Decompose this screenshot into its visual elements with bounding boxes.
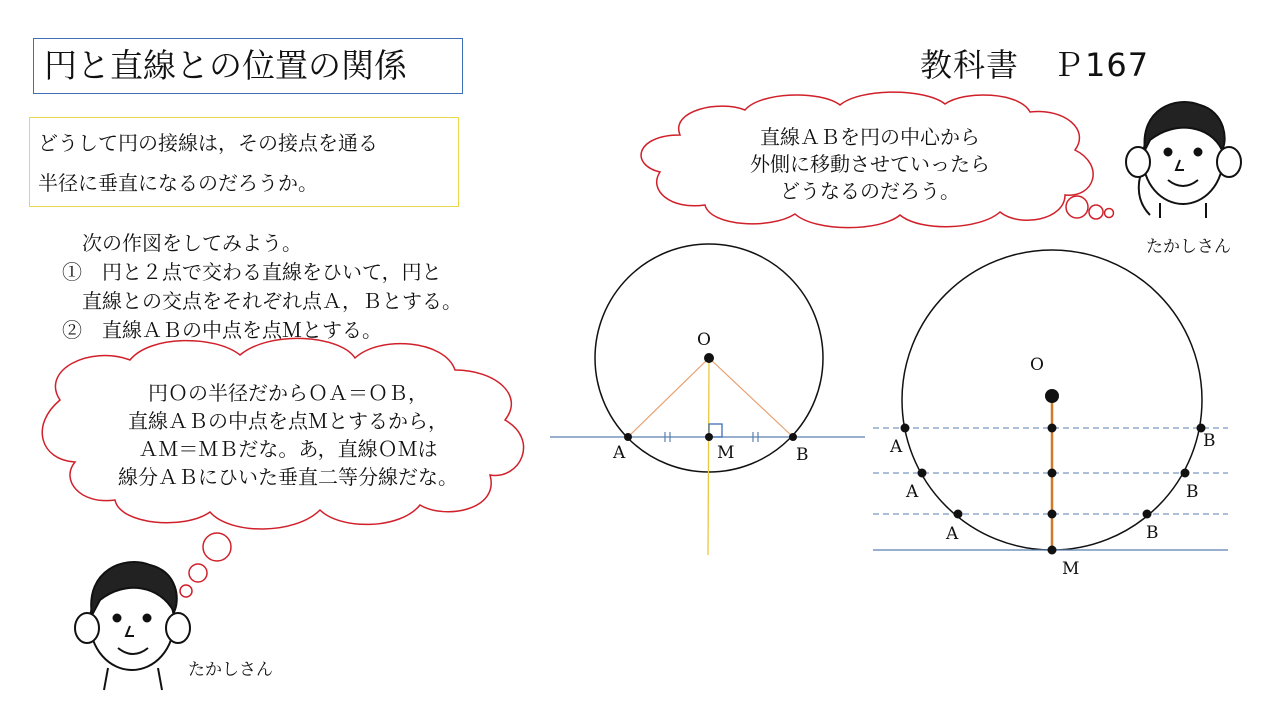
step-line: 直線との交点をそれぞれ点Ａ，Ｂとする。 (62, 289, 462, 313)
label-a: A (613, 443, 626, 463)
bubble-line: 直線ＡＢを円の中心から (760, 125, 980, 149)
character-name-label: たかしさん (1146, 237, 1231, 257)
bubble-line: 線分ＡＢにひいた垂直二等分線だな。 (118, 465, 458, 489)
point-o (704, 353, 714, 363)
step-line: ① 円と２点で交わる直線をひいて，円と (62, 260, 442, 284)
label-a3: A (946, 524, 959, 544)
label-b2: B (1186, 482, 1199, 502)
bubble-line: 外側に移動させていったら (750, 152, 990, 176)
diagram-intersecting-chord (550, 244, 865, 555)
step-line: 次の作図をしてみよう。 (62, 231, 302, 255)
textbook-page-reference: 教科書 Ｐ167 (920, 46, 1150, 84)
bubble-line: どうなるのだろう。 (780, 179, 960, 203)
bubble-line: ＡＭ＝ＭＢだな。あ，直線ＯＭは (138, 437, 438, 461)
label-b1: B (1203, 431, 1216, 451)
boy-face-icon (75, 562, 190, 690)
thought-bubble-right-text (690, 124, 1050, 205)
label-m: M (717, 443, 735, 463)
point-o (1045, 389, 1059, 403)
page-title: 円と直線との位置の関係 (33, 38, 463, 94)
boy-face-icon (1126, 102, 1241, 218)
point-m (705, 433, 713, 441)
question-line: 半径に垂直になるのだろうか。 (38, 171, 318, 195)
construction-steps (62, 229, 462, 345)
label-o: O (1030, 355, 1044, 375)
label-o: O (697, 330, 711, 350)
label-b3: B (1146, 523, 1159, 543)
point-b (789, 433, 797, 441)
question-line: どうして円の接線は，その接点を通る (38, 131, 378, 155)
step-line: ② 直線ＡＢの中点を点Ｍとする。 (62, 318, 382, 342)
label-b: B (796, 445, 809, 465)
question-box (29, 117, 459, 207)
diagram-moving-chord (873, 250, 1228, 579)
perpendicular-om (708, 358, 709, 555)
thought-bubble-left-text (58, 379, 518, 491)
bubble-line: 円Ｏの半径だからＯＡ＝ＯＢ， (148, 381, 428, 405)
radius-oa (628, 358, 709, 437)
point-a (624, 433, 632, 441)
bubble-line: 直線ＡＢの中点を点Ｍとするから， (128, 409, 448, 433)
character-name-label: たかしさん (188, 660, 273, 680)
point-m (1048, 546, 1057, 555)
label-a1: A (890, 437, 903, 457)
label-m: M (1062, 559, 1080, 579)
label-a2: A (906, 482, 919, 502)
